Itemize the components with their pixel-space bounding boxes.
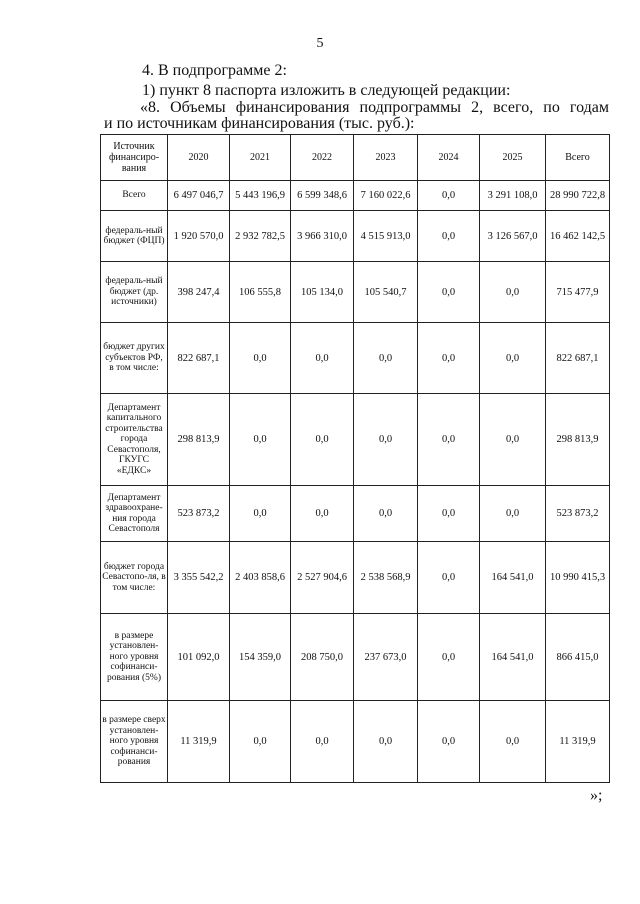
cell-2023: 0,0 (354, 323, 418, 394)
header-2023: 2023 (354, 135, 418, 181)
cell-2025: 3 126 567,0 (480, 211, 546, 262)
cell-2025: 3 291 108,0 (480, 181, 546, 211)
cell-2023: 0,0 (354, 394, 418, 486)
cell-2023: 2 538 568,9 (354, 542, 418, 614)
table-row (101, 181, 610, 211)
table-row (101, 262, 610, 323)
cell-2024: 0,0 (418, 701, 480, 783)
cell-2020: 3 355 542,2 (168, 542, 230, 614)
cell-2024: 0,0 (418, 486, 480, 542)
cell-2022: 0,0 (291, 323, 354, 394)
cell-2021: 154 359,0 (230, 614, 291, 701)
cell-2022: 0,0 (291, 394, 354, 486)
item-instruction: 1) пункт 8 паспорта изложить в следующей редакции: (142, 82, 511, 99)
quote-line-1: «8. Объемы финансирования подпрограммы 2, всего, по годам (140, 99, 609, 116)
header-total: Всего (546, 135, 610, 181)
cell-2022: 105 134,0 (291, 262, 354, 323)
cell-2024: 0,0 (418, 181, 480, 211)
cell-2022: 6 599 348,6 (291, 181, 354, 211)
cell-2020: 523 873,2 (168, 486, 230, 542)
cell-2023: 0,0 (354, 486, 418, 542)
row-source: Департамент здравоохране-ния города Севастополя (101, 486, 168, 542)
cell-2024: 0,0 (418, 614, 480, 701)
cell-2020: 298 813,9 (168, 394, 230, 486)
row-source: Департамент капитального строительства города Севастополя, ГКУГС «ЕДКС» (101, 394, 168, 486)
cell-2023: 4 515 913,0 (354, 211, 418, 262)
cell-2021: 0,0 (230, 394, 291, 486)
table-row (101, 542, 610, 614)
cell-2024: 0,0 (418, 262, 480, 323)
cell-2020: 6 497 046,7 (168, 181, 230, 211)
cell-2021: 0,0 (230, 701, 291, 783)
table-row (101, 394, 610, 486)
cell-total: 10 990 415,3 (546, 542, 610, 614)
cell-total: 822 687,1 (546, 323, 610, 394)
header-source: Источник финансиро-вания (101, 135, 168, 181)
quote-line-2: и по источникам финансирования (тыс. руб.): (104, 115, 415, 132)
row-source: в размере сверх установлен-ного уровня софинанси-рования (101, 701, 168, 783)
cell-2025: 0,0 (480, 323, 546, 394)
cell-2024: 0,0 (418, 542, 480, 614)
header-2021: 2021 (230, 135, 291, 181)
row-source: федераль-ный бюджет (ФЦП) (101, 211, 168, 262)
cell-2021: 0,0 (230, 486, 291, 542)
row-source: федераль-ный бюджет (др. источники) (101, 262, 168, 323)
cell-2025: 164 541,0 (480, 542, 546, 614)
cell-2020: 822 687,1 (168, 323, 230, 394)
cell-2022: 3 966 310,0 (291, 211, 354, 262)
cell-total: 28 990 722,8 (546, 181, 610, 211)
cell-2020: 11 319,9 (168, 701, 230, 783)
cell-total: 298 813,9 (546, 394, 610, 486)
financing-table (100, 134, 610, 783)
cell-2023: 7 160 022,6 (354, 181, 418, 211)
page-number: 5 (316, 36, 324, 51)
cell-2021: 0,0 (230, 323, 291, 394)
table-row (101, 614, 610, 701)
cell-2022: 0,0 (291, 701, 354, 783)
cell-2025: 0,0 (480, 486, 546, 542)
row-source: бюджет города Севастопо-ля, в том числе: (101, 542, 168, 614)
cell-2022: 0,0 (291, 486, 354, 542)
cell-2024: 0,0 (418, 394, 480, 486)
table-row (101, 701, 610, 783)
row-source: бюджет других субъектов РФ, в том числе: (101, 323, 168, 394)
cell-total: 11 319,9 (546, 701, 610, 783)
cell-2025: 0,0 (480, 394, 546, 486)
table-row (101, 323, 610, 394)
row-source: в размере установлен-ного уровня софинанси-рования (5%) (101, 614, 168, 701)
cell-total: 866 415,0 (546, 614, 610, 701)
cell-2020: 398 247,4 (168, 262, 230, 323)
cell-2021: 2 932 782,5 (230, 211, 291, 262)
cell-total: 16 462 142,5 (546, 211, 610, 262)
cell-2023: 105 540,7 (354, 262, 418, 323)
cell-total: 715 477,9 (546, 262, 610, 323)
cell-2021: 5 443 196,9 (230, 181, 291, 211)
cell-2024: 0,0 (418, 211, 480, 262)
cell-2025: 164 541,0 (480, 614, 546, 701)
closing-quote: »; (590, 787, 603, 804)
cell-2021: 2 403 858,6 (230, 542, 291, 614)
table-row (101, 486, 610, 542)
header-2022: 2022 (291, 135, 354, 181)
cell-total: 523 873,2 (546, 486, 610, 542)
cell-2022: 208 750,0 (291, 614, 354, 701)
cell-2023: 0,0 (354, 701, 418, 783)
cell-2025: 0,0 (480, 262, 546, 323)
cell-2025: 0,0 (480, 701, 546, 783)
cell-2020: 1 920 570,0 (168, 211, 230, 262)
section-heading: 4. В подпрограмме 2: (142, 62, 287, 79)
cell-2024: 0,0 (418, 323, 480, 394)
cell-2022: 2 527 904,6 (291, 542, 354, 614)
header-2025: 2025 (480, 135, 546, 181)
table-header-row (101, 135, 610, 181)
table-row (101, 211, 610, 262)
header-2024: 2024 (418, 135, 480, 181)
header-2020: 2020 (168, 135, 230, 181)
cell-2021: 106 555,8 (230, 262, 291, 323)
row-source: Всего (101, 181, 168, 211)
cell-2020: 101 092,0 (168, 614, 230, 701)
cell-2023: 237 673,0 (354, 614, 418, 701)
